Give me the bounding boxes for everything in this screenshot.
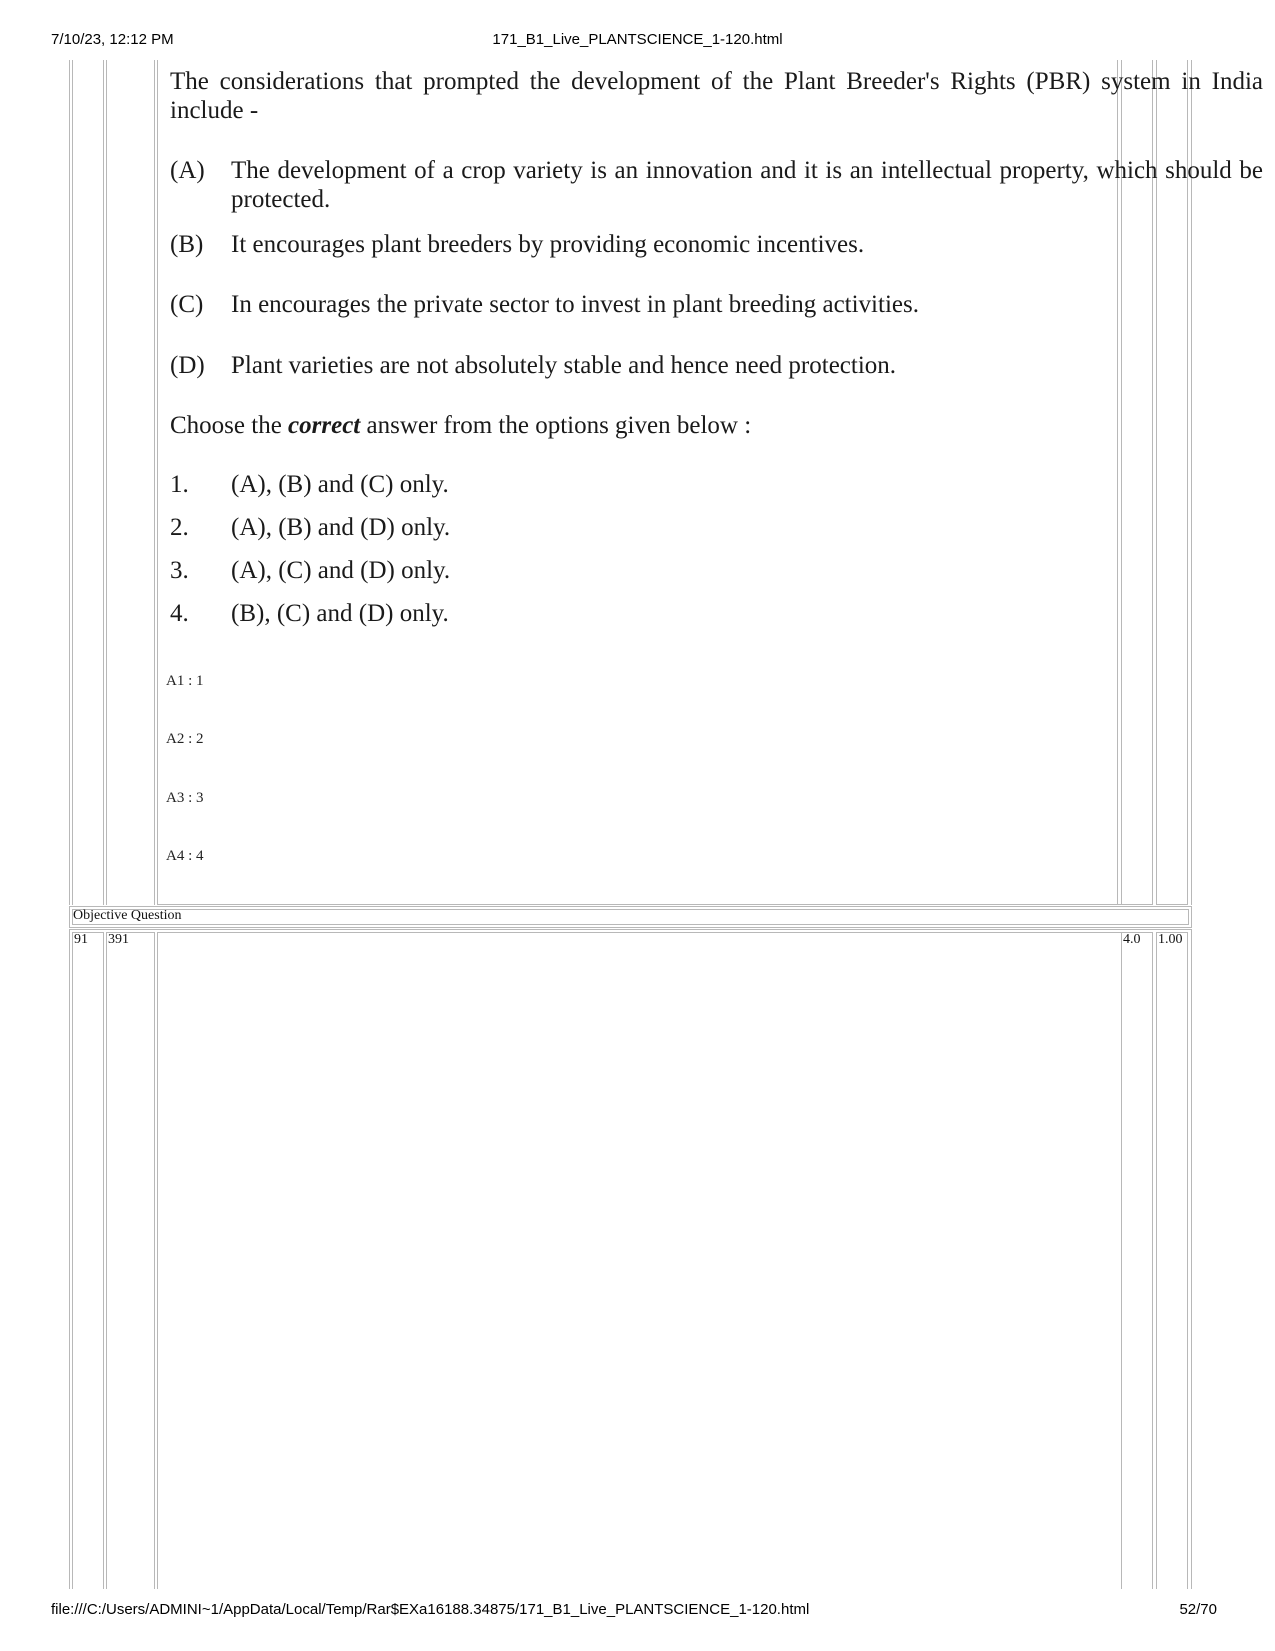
choose-instruction: [170, 411, 751, 440]
option-number: 1.: [170, 471, 189, 498]
print-doc-title: 171_B1_Live_PLANTSCIENCE_1-120.html: [492, 31, 783, 48]
print-datetime: 7/10/23, 12:12 PM: [51, 31, 174, 48]
option-number: 3.: [170, 557, 189, 584]
question-stem: The considerations that prompted the development of the Plant Breeder's Rights (PBR) system in India include -: [170, 68, 1263, 124]
answer-key-item: A4 : 4: [166, 848, 204, 864]
option-text: (B), (C) and (D) only.: [231, 600, 449, 627]
option-number: 4.: [170, 600, 189, 627]
statement-key: (B): [170, 231, 204, 258]
statement-text: Plant varieties are not absolutely stable and hence need protection.: [231, 352, 897, 379]
statement-text: The development of a crop variety is an innovation and it is an intellectual property, which should be protected.: [231, 157, 1263, 213]
option-text: (A), (C) and (D) only.: [231, 557, 451, 584]
answer-key-item: A1 : 1: [166, 673, 204, 689]
choose-suffix: answer from the options given below :: [360, 412, 752, 439]
statement-key: (D): [170, 352, 205, 379]
statement-text: In encourages the private sector to invest in plant breeding activities.: [231, 291, 919, 318]
choose-prefix: Choose the: [170, 412, 289, 439]
option-text: (A), (B) and (D) only.: [231, 514, 451, 541]
question-type-label: Objective Question: [73, 908, 182, 923]
answer-key-item: A3 : 3: [166, 790, 204, 806]
question-marks: 4.0: [1123, 932, 1141, 947]
question-serial: 91: [74, 932, 88, 947]
option-text: (A), (B) and (C) only.: [231, 471, 449, 498]
statement-key: (C): [170, 291, 204, 318]
answer-key-item: A2 : 2: [166, 731, 204, 747]
print-file-path: file:///C:/Users/ADMINI~1/AppData/Local/Temp/Rar$EXa16188.34875/171_B1_Live_PLANTSCIENCE_1-120.html: [51, 1601, 810, 1618]
choose-emphasis: correct: [288, 412, 361, 439]
option-number: 2.: [170, 514, 189, 541]
question-type-row: [69, 906, 1192, 928]
print-page-number: 52/70: [1179, 1601, 1217, 1618]
negative-marks: 1.00: [1158, 932, 1183, 947]
question-id: 391: [108, 932, 129, 947]
statement-key: (A): [170, 157, 205, 184]
statement-text: It encourages plant breeders by providing economic incentives.: [231, 231, 865, 258]
